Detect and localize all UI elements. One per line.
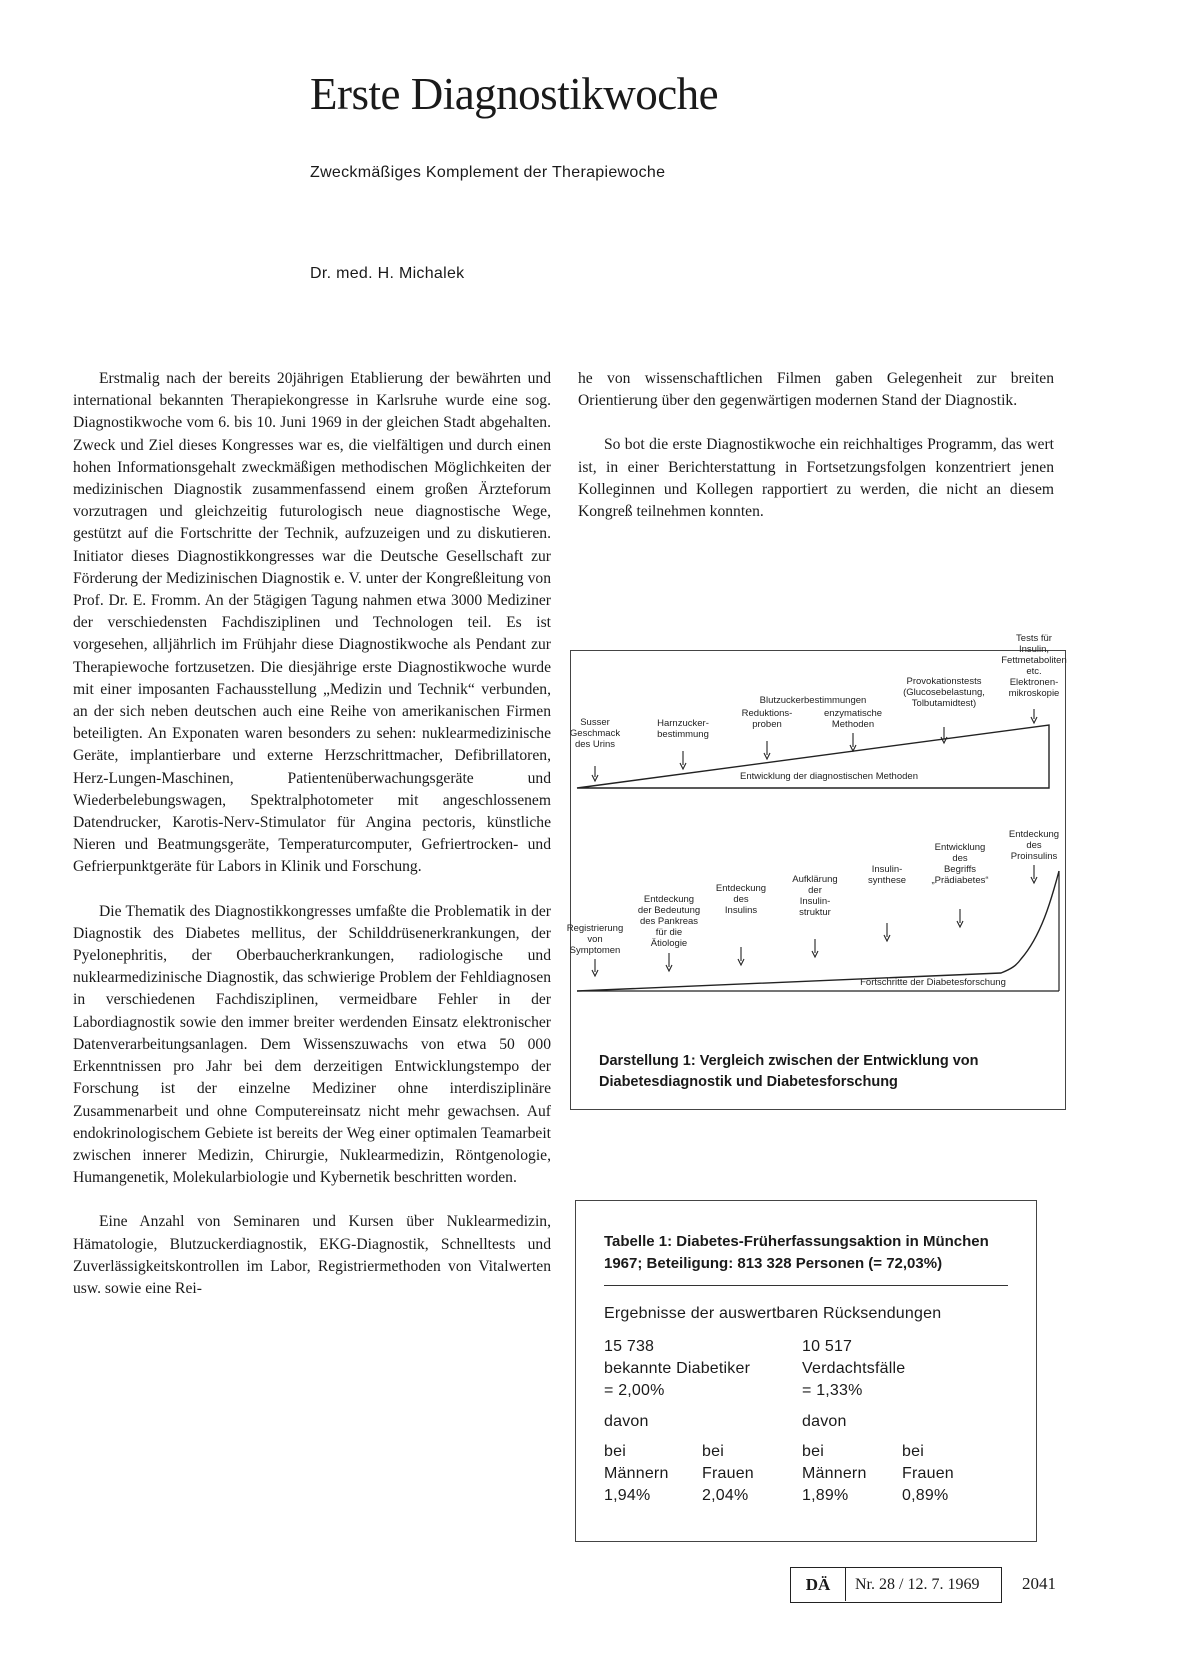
group-percent: = 2,00% (604, 1382, 665, 1399)
top-panel (570, 633, 1067, 788)
figure-label: Insulin, (1018, 644, 1050, 655)
paragraph: Eine Anzahl von Seminaren und Kursen über Nuklearmedizin, Hämatologie, Blutzuckerdiagnostik, EKG-Diagnostik, Schnelltests und Zuverlässigkeitskontrollen im Labor, Registriermethoden von Vitalwerten usw. sowie eine Rei- (73, 1213, 551, 1297)
figure-diagnostics-comparison (566, 633, 1067, 1110)
figure-label: Blutzuckerbestimmungen (759, 695, 867, 706)
group-count: 10 517 (802, 1338, 853, 1355)
figure-label: Tolbutamidtest) (911, 698, 977, 709)
left-column (73, 368, 551, 1300)
group-count: 15 738 (604, 1338, 655, 1355)
figure-label: des (733, 894, 749, 905)
men-value: 1,94% (604, 1487, 651, 1504)
journal-footer (790, 1567, 1002, 1603)
table-caption: Tabelle 1: Diabetes-Früherfassungsaktion in München 1967; Beteiligung: 813 328 Personen (= 72,03%) (604, 1233, 989, 1272)
men-label: bei (604, 1443, 626, 1460)
figure-label: Susser (580, 717, 610, 728)
figure-label: Fettmetaboliten (1001, 655, 1067, 666)
figure-label: Entdeckung (715, 883, 767, 894)
figure-label: Aufklärung (792, 874, 838, 885)
paragraph: So bot die erste Diagnostikwoche ein reichhaltiges Programm, das wert ist, in einer Berichterstattung in Fortsetzungsfolgen konzentriert jenen Kolleginnen und Kollegen rapportiert zu werden, die nicht an diesem Kongreß teilnehmen konnten. (578, 436, 1054, 521)
figure-label: Registrierung (566, 923, 624, 934)
article-author: Dr. med. H. Michalek (310, 265, 465, 282)
figure-label: für die (655, 927, 683, 938)
figure-label: der Bedeutung (637, 905, 701, 916)
figure-label: der (808, 885, 822, 896)
figure-caption: Darstellung 1: Vergleich zwischen der Entwicklung von Diabetesdiagnostik und Diabetesforschung (599, 1053, 979, 1090)
figure-label: Insulins (724, 905, 758, 916)
men-label: Männern (604, 1465, 669, 1482)
bottom-axis-label: Fortschritte der Diabetesforschung (860, 977, 1006, 988)
figure-label: etc. (1026, 666, 1042, 677)
article-title: Erste Diagnostikwoche (310, 69, 719, 119)
figure-label: des (952, 853, 968, 864)
men-label: bei (802, 1443, 824, 1460)
figure-label: enzymatische (823, 708, 883, 719)
figure-label: Reduktions- (741, 708, 793, 719)
figure-label: Entwicklung (934, 842, 986, 853)
women-label: bei (902, 1443, 924, 1460)
right-column (578, 368, 1054, 545)
figure-label: synthese (867, 875, 907, 886)
women-label: Frauen (902, 1465, 954, 1482)
figure-label: Methoden (831, 719, 875, 730)
bottom-panel (567, 829, 1059, 991)
table-heading: Ergebnisse der auswertbaren Rücksendungen (604, 1305, 942, 1322)
figure-label: proben (752, 719, 782, 730)
figure-label: Entdeckung (643, 894, 695, 905)
page-number: 2041 (1022, 1574, 1056, 1593)
women-label: bei (702, 1443, 724, 1460)
figure-label: Provokationstests (906, 676, 982, 687)
figure-label: Entdeckung (1008, 829, 1060, 840)
journal-logo: DÄ (791, 1568, 846, 1601)
figure-label: bestimmung (657, 729, 709, 740)
women-label: Frauen (702, 1465, 754, 1482)
figure-label: Harnzucker- (657, 718, 709, 729)
paragraph: Die Thematik des Diagnostikkongresses umfaßte die Problematik in der Diagnostik des Diabetes mellitus, der Schilddrüsenerkrankungen, der Pyelonephritis, der Oberbaucherkrankungen, radiologische und nuklearmedizinische Diagnostik, das schwierige Problem der Fehldiagnosen in verschiedenen Fachdisziplinen, vermeidbare Fehler in der Labordiagnostik sowie den immer breiter werdenden Einsatz elektronischer Datenverarbeitungsanlagen. Dem Wissenszuwachs von etwa 50 000 Erkenntnissen pro Jahr bei dem derzeitigen Entwicklungstempo der Forschung ist der einzelne Mediziner ohne interdisziplinäre Zusammenarbeit und ohne Computereinsatz nicht mehr gewachsen. Auf endokrinologischem Gebiete ist bereits der Weg einer optimalen Teamarbeit zwischen innerer Medizin, Chirurgie, Nuklearmedizin, Röntgenologie, Humangenetik, Molekularbiologie und Kybernetik beschritten worden. (73, 902, 551, 1187)
figure-label: Begriffs (943, 864, 977, 875)
paragraph: he von wissenschaftlichen Filmen gaben Gelegenheit zur breiten Orientierung über den gegenwärtigen modernen Stand der Diagnostik. (578, 370, 1054, 410)
figure-label: struktur (799, 907, 831, 918)
group-percent: = 1,33% (802, 1382, 863, 1399)
men-label: Männern (802, 1465, 867, 1482)
figure-label: Symptomen (569, 945, 621, 956)
figure-label: von (587, 934, 603, 945)
figure-label: des Urins (574, 739, 616, 750)
figure-label: Elektronen- (1009, 677, 1059, 688)
paragraph: Erstmalig nach der bereits 20jährigen Etablierung der bewährten und international bekannten Therapiekongresse in Karlsruhe wurde eine sog. Diagnostikwoche vom 6. bis 10. Juni 1969 in der gleichen Stadt abgehalten. Zweck und Ziel dieses Kongresses war es, die vielfältigen und durch einen hohen Informationsgehalt zweckmäßigen methodischen Möglichkeiten der medizinischen Diagnostik zusammenfassend einem großen Ärzteforum vorzutragen und gleichzeitig futurologisch neue diagnostische Wege, gestützt auf die Fortschritte der Technik, aufzuzeigen und zu diskutieren. Initiator dieses Diagnostikkongresses war die Deutsche Gesellschaft zur Förderung der Medizinischen Diagnostik e. V. unter der Kongreßleitung von Prof. Dr. E. Fromm. An der 5tägigen Tagung nahmen etwa 3000 Mediziner der verschiedensten Fachdisziplinen und Technologen teil. Es ist vorgesehen, alljährlich im Frühjahr diese Diagnostikwoche als Pendant zur Therapiewoche fortzusetzen. Die diesjährige erste Diagnostikwoche wurde mit einer imposanten Fachausstellung „Medizin und Technik“ verbunden, an der sich neben deutschen auch eine Reihe von amerikanischen Firmen beteiligten. An Exponaten waren besonders zu sehen: nuklearmedizinische Geräte, implantierbare und externe Herzschrittmacher, Defibrillatoren, Herz-Lungen-Maschinen, Patientenüberwachungsgeräte und Wiederbelebungswagen, Spektralphotometer mit angeschlossenem Datendrucker, Karotis-Nerv-Stimulator für Angina pectoris, künstliche Nieren und Beatmungsgeräte, Temperaturcomputer, Gefriertrocken- und Gefrierpunktgeräte für Labors in Klinik und Forschung. (73, 370, 551, 876)
figure-label: Proinsulins (1010, 851, 1058, 862)
article-subtitle: Zweckmäßiges Komplement der Therapiewoche (310, 164, 666, 181)
figure-label: Ätiologie (650, 938, 688, 949)
group-label: Verdachtsfälle (802, 1360, 906, 1377)
top-axis-label: Entwicklung der diagnostischen Methoden (740, 771, 918, 782)
figure-label: (Glucosebelastung, (903, 687, 985, 698)
figure-label: Tests für (1016, 633, 1052, 644)
figure-label: des (1026, 840, 1042, 851)
women-value: 0,89% (902, 1487, 949, 1504)
table-diabetes-screening (575, 1200, 1037, 1542)
table-divider (604, 1285, 1008, 1286)
figure-label: Insulin- (799, 896, 831, 907)
figure-label: des Pankreas (639, 916, 699, 927)
group-label: bekannte Diabetiker (604, 1360, 751, 1377)
men-value: 1,89% (802, 1487, 849, 1504)
figure-label: Insulin- (871, 864, 903, 875)
issue-info: Nr. 28 / 12. 7. 1969 (855, 1576, 980, 1593)
group-davon: davon (802, 1413, 847, 1430)
figure-label: mikroskopie (1008, 688, 1060, 699)
women-value: 2,04% (702, 1487, 749, 1504)
figure-label: Geschmack (569, 728, 621, 739)
figure-label: „Prädiabetes“ (931, 875, 989, 886)
figure-diagram (566, 633, 1067, 1051)
group-davon: davon (604, 1413, 649, 1430)
